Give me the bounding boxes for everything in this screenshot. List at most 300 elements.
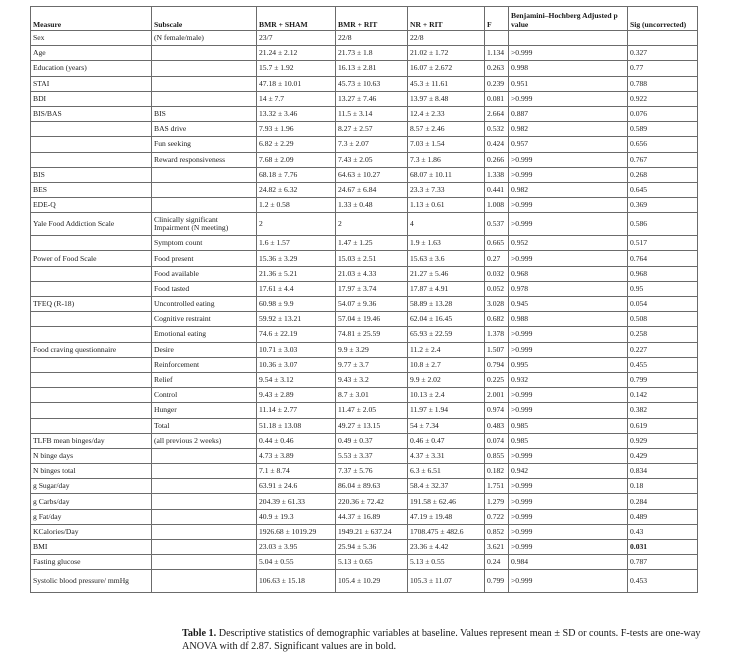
subscale-cell: [152, 61, 257, 76]
table-row: [31, 327, 698, 342]
nr-rit-cell: 13.97 ± 8.48: [408, 91, 485, 106]
bmr-rit-cell: 2: [336, 213, 408, 236]
nr-rit-cell: 45.3 ± 11.61: [408, 76, 485, 91]
nr-rit-cell: 4.37 ± 3.31: [408, 448, 485, 463]
adjusted-p-cell: >0.999: [509, 198, 628, 213]
adjusted-p-cell: 0.945: [509, 297, 628, 312]
measure-cell: g Carbs/day: [31, 494, 152, 509]
nr-rit-cell: 23.3 ± 7.33: [408, 182, 485, 197]
bmr-rit-cell: 54.07 ± 9.36: [336, 297, 408, 312]
bmr-sham-cell: 47.18 ± 10.01: [257, 76, 336, 91]
subscale-cell: [152, 448, 257, 463]
bmr-sham-cell: 204.39 ± 61.33: [257, 494, 336, 509]
subscale-cell: [152, 479, 257, 494]
sig-uncorrected-cell: 0.656: [628, 137, 698, 152]
f-value-cell: 0.052: [485, 281, 509, 296]
sig-uncorrected-cell: 0.031: [628, 540, 698, 555]
table-row: [31, 448, 698, 463]
adjusted-p-cell: >0.999: [509, 448, 628, 463]
table-row: [31, 198, 698, 213]
bmr-sham-cell: 21.36 ± 5.21: [257, 266, 336, 281]
table-row: [31, 479, 698, 494]
f-value-cell: 0.081: [485, 91, 509, 106]
adjusted-p-cell: 0.957: [509, 137, 628, 152]
subscale-cell: Control: [152, 388, 257, 403]
nr-rit-cell: 7.03 ± 1.54: [408, 137, 485, 152]
nr-rit-cell: 58.89 ± 13.28: [408, 297, 485, 312]
bmr-sham-cell: 60.98 ± 9.9: [257, 297, 336, 312]
measure-cell: [31, 266, 152, 281]
bmr-rit-cell: 1.47 ± 1.25: [336, 236, 408, 251]
subscale-cell: [152, 509, 257, 524]
subscale-cell: [152, 494, 257, 509]
measure-cell: BDI: [31, 91, 152, 106]
header-bmr-sham: BMR + SHAM: [257, 7, 336, 31]
nr-rit-cell: 15.63 ± 3.6: [408, 251, 485, 266]
measure-cell: TFEQ (R-18): [31, 297, 152, 312]
bmr-sham-cell: 10.36 ± 3.07: [257, 357, 336, 372]
header-bmr-rit: BMR + RIT: [336, 7, 408, 31]
sig-uncorrected-cell: 0.517: [628, 236, 698, 251]
subscale-cell: (all previous 2 weeks): [152, 433, 257, 448]
sig-uncorrected-cell: 0.787: [628, 555, 698, 570]
bmr-sham-cell: 11.14 ± 2.77: [257, 403, 336, 418]
sig-uncorrected-cell: 0.619: [628, 418, 698, 433]
subscale-cell: [152, 540, 257, 555]
bmr-rit-cell: 0.49 ± 0.37: [336, 433, 408, 448]
subscale-cell: Relief: [152, 372, 257, 387]
subscale-cell: Uncontrolled eating: [152, 297, 257, 312]
measure-cell: [31, 372, 152, 387]
table-row: [31, 46, 698, 61]
table-row: [31, 433, 698, 448]
nr-rit-cell: 16.07 ± 2.672: [408, 61, 485, 76]
measure-cell: N binge days: [31, 448, 152, 463]
measure-cell: BIS: [31, 167, 152, 182]
nr-rit-cell: 17.87 ± 4.91: [408, 281, 485, 296]
measure-cell: g Fat/day: [31, 509, 152, 524]
bmr-sham-cell: 23.03 ± 3.95: [257, 540, 336, 555]
sig-uncorrected-cell: 0.929: [628, 433, 698, 448]
subscale-cell: Food tasted: [152, 281, 257, 296]
measure-cell: [31, 152, 152, 167]
bmr-sham-cell: 7.68 ± 2.09: [257, 152, 336, 167]
bmr-sham-cell: 6.82 ± 2.29: [257, 137, 336, 152]
table-caption: [182, 628, 722, 654]
nr-rit-cell: 68.07 ± 10.11: [408, 167, 485, 182]
bmr-rit-cell: 220.36 ± 72.42: [336, 494, 408, 509]
measure-cell: BMI: [31, 540, 152, 555]
bmr-sham-cell: 0.44 ± 0.46: [257, 433, 336, 448]
f-value-cell: [485, 31, 509, 46]
measure-cell: [31, 327, 152, 342]
bmr-sham-cell: 24.82 ± 6.32: [257, 182, 336, 197]
bmr-rit-cell: 8.7 ± 3.01: [336, 388, 408, 403]
nr-rit-cell: 58.4 ± 32.37: [408, 479, 485, 494]
subscale-cell: (N female/male): [152, 31, 257, 46]
adjusted-p-cell: 0.978: [509, 281, 628, 296]
nr-rit-cell: 23.36 ± 4.42: [408, 540, 485, 555]
measure-cell: [31, 236, 152, 251]
measure-cell: Systolic blood pressure/ mmHg: [31, 570, 152, 593]
nr-rit-cell: 47.19 ± 19.48: [408, 509, 485, 524]
bmr-rit-cell: 16.13 ± 2.81: [336, 61, 408, 76]
adjusted-p-cell: >0.999: [509, 167, 628, 182]
bmr-sham-cell: 9.54 ± 3.12: [257, 372, 336, 387]
table-row: [31, 251, 698, 266]
bmr-sham-cell: 10.71 ± 3.03: [257, 342, 336, 357]
adjusted-p-cell: >0.999: [509, 46, 628, 61]
measure-cell: Sex: [31, 31, 152, 46]
f-value-cell: 1.279: [485, 494, 509, 509]
bmr-rit-cell: 22/8: [336, 31, 408, 46]
subscale-cell: [152, 91, 257, 106]
bmr-rit-cell: 49.27 ± 13.15: [336, 418, 408, 433]
sig-uncorrected-cell: 0.767: [628, 152, 698, 167]
f-value-cell: 0.032: [485, 266, 509, 281]
bmr-sham-cell: 51.18 ± 13.08: [257, 418, 336, 433]
table-row: [31, 266, 698, 281]
subscale-cell: Cognitive restraint: [152, 312, 257, 327]
table-row: [31, 357, 698, 372]
bmr-sham-cell: 1.2 ± 0.58: [257, 198, 336, 213]
adjusted-p-cell: 0.951: [509, 76, 628, 91]
table-row: [31, 524, 698, 539]
adjusted-p-cell: >0.999: [509, 152, 628, 167]
adjusted-p-cell: 0.887: [509, 106, 628, 121]
bmr-rit-cell: 9.9 ± 3.29: [336, 342, 408, 357]
subscale-cell: BIS: [152, 106, 257, 121]
bmr-rit-cell: 24.67 ± 6.84: [336, 182, 408, 197]
nr-rit-cell: 9.9 ± 2.02: [408, 372, 485, 387]
measure-cell: BIS/BAS: [31, 106, 152, 121]
measure-cell: N binges total: [31, 464, 152, 479]
table-row: [31, 137, 698, 152]
adjusted-p-cell: 0.998: [509, 61, 628, 76]
sig-uncorrected-cell: 0.645: [628, 182, 698, 197]
nr-rit-cell: 1.9 ± 1.63: [408, 236, 485, 251]
header-nr-rit: NR + RIT: [408, 7, 485, 31]
nr-rit-cell: 10.13 ± 2.4: [408, 388, 485, 403]
f-value-cell: 3.028: [485, 297, 509, 312]
bmr-rit-cell: 44.37 ± 16.89: [336, 509, 408, 524]
subscale-cell: [152, 46, 257, 61]
sig-uncorrected-cell: 0.453: [628, 570, 698, 593]
subscale-cell: [152, 167, 257, 182]
bmr-sham-cell: 15.36 ± 3.29: [257, 251, 336, 266]
table-row: [31, 61, 698, 76]
bmr-sham-cell: 7.1 ± 8.74: [257, 464, 336, 479]
header-f: F: [485, 7, 509, 31]
table-row: [31, 76, 698, 91]
subscale-cell: Fun seeking: [152, 137, 257, 152]
f-value-cell: 0.483: [485, 418, 509, 433]
subscale-cell: [152, 198, 257, 213]
bmr-sham-cell: 9.43 ± 2.89: [257, 388, 336, 403]
f-value-cell: 0.424: [485, 137, 509, 152]
bmr-sham-cell: 14 ± 7.7: [257, 91, 336, 106]
bmr-rit-cell: 74.81 ± 25.59: [336, 327, 408, 342]
subscale-cell: Desire: [152, 342, 257, 357]
bmr-sham-cell: 15.7 ± 1.92: [257, 61, 336, 76]
nr-rit-cell: 8.57 ± 2.46: [408, 122, 485, 137]
sig-uncorrected-cell: 0.142: [628, 388, 698, 403]
caption-text: Descriptive statistics of demographic variables at baseline. Values represent mean ± SD or counts. F-tests are one-way ANOVA with df 2.87. Significant values are in bold.: [182, 628, 701, 652]
subscale-cell: [152, 182, 257, 197]
table-row: [31, 312, 698, 327]
table-row: [31, 388, 698, 403]
nr-rit-cell: 21.02 ± 1.72: [408, 46, 485, 61]
nr-rit-cell: 65.93 ± 22.59: [408, 327, 485, 342]
table-row: [31, 91, 698, 106]
bmr-rit-cell: 17.97 ± 3.74: [336, 281, 408, 296]
table-row: [31, 152, 698, 167]
sig-uncorrected-cell: 0.799: [628, 372, 698, 387]
table-row: [31, 297, 698, 312]
table-row: [31, 281, 698, 296]
bmr-rit-cell: 64.63 ± 10.27: [336, 167, 408, 182]
sig-uncorrected-cell: 0.054: [628, 297, 698, 312]
bmr-rit-cell: 11.47 ± 2.05: [336, 403, 408, 418]
f-value-cell: 1.507: [485, 342, 509, 357]
f-value-cell: 0.24: [485, 555, 509, 570]
sig-uncorrected-cell: 0.968: [628, 266, 698, 281]
nr-rit-cell: 5.13 ± 0.55: [408, 555, 485, 570]
sig-uncorrected-cell: 0.382: [628, 403, 698, 418]
f-value-cell: 0.537: [485, 213, 509, 236]
f-value-cell: 0.532: [485, 122, 509, 137]
subscale-cell: Symptom count: [152, 236, 257, 251]
sig-uncorrected-cell: 0.43: [628, 524, 698, 539]
measure-cell: Yale Food Addiction Scale: [31, 213, 152, 236]
table-row: [31, 31, 698, 46]
sig-uncorrected-cell: 0.489: [628, 509, 698, 524]
f-value-cell: 0.27: [485, 251, 509, 266]
sig-uncorrected-cell: 0.227: [628, 342, 698, 357]
table-row: [31, 509, 698, 524]
measure-cell: Fasting glucose: [31, 555, 152, 570]
header-bh-adjusted-p: Benjamini–Hochberg Adjusted p value: [509, 7, 628, 31]
f-value-cell: 1.008: [485, 198, 509, 213]
subscale-cell: [152, 555, 257, 570]
sig-uncorrected-cell: 0.076: [628, 106, 698, 121]
bmr-sham-cell: 21.24 ± 2.12: [257, 46, 336, 61]
bmr-sham-cell: 4.73 ± 3.89: [257, 448, 336, 463]
nr-rit-cell: 12.4 ± 2.33: [408, 106, 485, 121]
adjusted-p-cell: 0.932: [509, 372, 628, 387]
bmr-rit-cell: 45.73 ± 10.63: [336, 76, 408, 91]
f-value-cell: 0.182: [485, 464, 509, 479]
bmr-rit-cell: 5.53 ± 3.37: [336, 448, 408, 463]
measure-cell: [31, 388, 152, 403]
sig-uncorrected-cell: 0.284: [628, 494, 698, 509]
adjusted-p-cell: >0.999: [509, 213, 628, 236]
table-row: [31, 372, 698, 387]
subscale-cell: Hunger: [152, 403, 257, 418]
adjusted-p-cell: 0.982: [509, 122, 628, 137]
adjusted-p-cell: >0.999: [509, 540, 628, 555]
f-value-cell: 0.074: [485, 433, 509, 448]
subscale-cell: Total: [152, 418, 257, 433]
bmr-rit-cell: 7.3 ± 2.07: [336, 137, 408, 152]
adjusted-p-cell: >0.999: [509, 479, 628, 494]
table-row: [31, 570, 698, 593]
measure-cell: EDE-Q: [31, 198, 152, 213]
bmr-sham-cell: 23/7: [257, 31, 336, 46]
nr-rit-cell: 22/8: [408, 31, 485, 46]
table-row: [31, 236, 698, 251]
table-row: [31, 464, 698, 479]
measure-cell: STAI: [31, 76, 152, 91]
subscale-cell: Clinically significant Impairment (N meeting): [152, 213, 257, 236]
bmr-sham-cell: 1926.68 ± 1019.29: [257, 524, 336, 539]
bmr-sham-cell: 7.93 ± 1.96: [257, 122, 336, 137]
adjusted-p-cell: >0.999: [509, 509, 628, 524]
subscale-cell: Food present: [152, 251, 257, 266]
f-value-cell: 0.266: [485, 152, 509, 167]
bmr-sham-cell: 63.91 ± 24.6: [257, 479, 336, 494]
bmr-sham-cell: 59.92 ± 13.21: [257, 312, 336, 327]
nr-rit-cell: 11.2 ± 2.4: [408, 342, 485, 357]
nr-rit-cell: 6.3 ± 6.51: [408, 464, 485, 479]
bmr-sham-cell: 106.63 ± 15.18: [257, 570, 336, 593]
f-value-cell: 0.263: [485, 61, 509, 76]
bmr-rit-cell: 5.13 ± 0.65: [336, 555, 408, 570]
adjusted-p-cell: 0.984: [509, 555, 628, 570]
sig-uncorrected-cell: 0.586: [628, 213, 698, 236]
adjusted-p-cell: 0.968: [509, 266, 628, 281]
nr-rit-cell: 1.13 ± 0.61: [408, 198, 485, 213]
measure-cell: [31, 281, 152, 296]
adjusted-p-cell: 0.942: [509, 464, 628, 479]
table-row: [31, 167, 698, 182]
bmr-sham-cell: 1.6 ± 1.57: [257, 236, 336, 251]
header-sig-uncorrected: Sig (uncorrected): [628, 7, 698, 31]
measure-cell: TLFB mean binges/day: [31, 433, 152, 448]
nr-rit-cell: 4: [408, 213, 485, 236]
adjusted-p-cell: >0.999: [509, 388, 628, 403]
adjusted-p-cell: >0.999: [509, 494, 628, 509]
f-value-cell: 2.001: [485, 388, 509, 403]
adjusted-p-cell: >0.999: [509, 342, 628, 357]
table-row: [31, 106, 698, 121]
caption-label: Table 1.: [182, 628, 217, 639]
sig-uncorrected-cell: 0.508: [628, 312, 698, 327]
subscale-cell: [152, 570, 257, 593]
nr-rit-cell: 54 ± 7.34: [408, 418, 485, 433]
sig-uncorrected-cell: 0.268: [628, 167, 698, 182]
measure-cell: g Sugar/day: [31, 479, 152, 494]
adjusted-p-cell: 0.995: [509, 357, 628, 372]
f-value-cell: 0.682: [485, 312, 509, 327]
bmr-sham-cell: 40.9 ± 19.3: [257, 509, 336, 524]
table-row: [31, 540, 698, 555]
subscale-cell: [152, 464, 257, 479]
subscale-cell: Reward responsiveness: [152, 152, 257, 167]
subscale-cell: BAS drive: [152, 122, 257, 137]
subscale-cell: Reinforcement: [152, 357, 257, 372]
bmr-rit-cell: 21.73 ± 1.8: [336, 46, 408, 61]
measure-cell: Food craving questionnaire: [31, 342, 152, 357]
adjusted-p-cell: >0.999: [509, 327, 628, 342]
f-value-cell: 0.722: [485, 509, 509, 524]
bmr-rit-cell: 25.94 ± 5.36: [336, 540, 408, 555]
table-row: [31, 342, 698, 357]
subscale-cell: [152, 524, 257, 539]
adjusted-p-cell: 0.988: [509, 312, 628, 327]
sig-uncorrected-cell: 0.834: [628, 464, 698, 479]
adjusted-p-cell: 0.985: [509, 418, 628, 433]
f-value-cell: 1.378: [485, 327, 509, 342]
bmr-sham-cell: 68.18 ± 7.76: [257, 167, 336, 182]
sig-uncorrected-cell: 0.922: [628, 91, 698, 106]
bmr-rit-cell: 105.4 ± 10.29: [336, 570, 408, 593]
bmr-rit-cell: 57.04 ± 19.46: [336, 312, 408, 327]
bmr-rit-cell: 9.43 ± 3.2: [336, 372, 408, 387]
bmr-rit-cell: 7.37 ± 5.76: [336, 464, 408, 479]
sig-uncorrected-cell: 0.77: [628, 61, 698, 76]
adjusted-p-cell: >0.999: [509, 524, 628, 539]
f-value-cell: 1.751: [485, 479, 509, 494]
f-value-cell: 0.665: [485, 236, 509, 251]
f-value-cell: 3.621: [485, 540, 509, 555]
adjusted-p-cell: >0.999: [509, 251, 628, 266]
f-value-cell: 0.855: [485, 448, 509, 463]
nr-rit-cell: 62.04 ± 16.45: [408, 312, 485, 327]
table-row: [31, 182, 698, 197]
f-value-cell: 1.134: [485, 46, 509, 61]
f-value-cell: 0.974: [485, 403, 509, 418]
nr-rit-cell: 105.3 ± 11.07: [408, 570, 485, 593]
f-value-cell: 0.852: [485, 524, 509, 539]
bmr-sham-cell: 2: [257, 213, 336, 236]
table-row: [31, 418, 698, 433]
table-row: [31, 494, 698, 509]
bmr-sham-cell: 17.61 ± 4.4: [257, 281, 336, 296]
subscale-cell: Food available: [152, 266, 257, 281]
measure-cell: Age: [31, 46, 152, 61]
bmr-sham-cell: 5.04 ± 0.55: [257, 555, 336, 570]
table-header-row: [31, 7, 698, 31]
sig-uncorrected-cell: 0.764: [628, 251, 698, 266]
f-value-cell: 2.664: [485, 106, 509, 121]
sig-uncorrected-cell: 0.455: [628, 357, 698, 372]
measure-cell: [31, 312, 152, 327]
table-body: [31, 31, 698, 593]
table-row: [31, 213, 698, 236]
bmr-rit-cell: 8.27 ± 2.57: [336, 122, 408, 137]
sig-uncorrected-cell: 0.18: [628, 479, 698, 494]
adjusted-p-cell: >0.999: [509, 403, 628, 418]
adjusted-p-cell: >0.999: [509, 91, 628, 106]
measure-cell: [31, 122, 152, 137]
measure-cell: Power of Food Scale: [31, 251, 152, 266]
measure-cell: KCalories/Day: [31, 524, 152, 539]
subscale-cell: Emotional eating: [152, 327, 257, 342]
adjusted-p-cell: 0.982: [509, 182, 628, 197]
f-value-cell: 1.338: [485, 167, 509, 182]
nr-rit-cell: 7.3 ± 1.86: [408, 152, 485, 167]
bmr-rit-cell: 11.5 ± 3.14: [336, 106, 408, 121]
adjusted-p-cell: 0.985: [509, 433, 628, 448]
sig-uncorrected-cell: 0.429: [628, 448, 698, 463]
bmr-sham-cell: 74.6 ± 22.19: [257, 327, 336, 342]
bmr-rit-cell: 1.33 ± 0.48: [336, 198, 408, 213]
nr-rit-cell: 0.46 ± 0.47: [408, 433, 485, 448]
sig-uncorrected-cell: [628, 31, 698, 46]
bmr-sham-cell: 13.32 ± 3.46: [257, 106, 336, 121]
measure-cell: BES: [31, 182, 152, 197]
